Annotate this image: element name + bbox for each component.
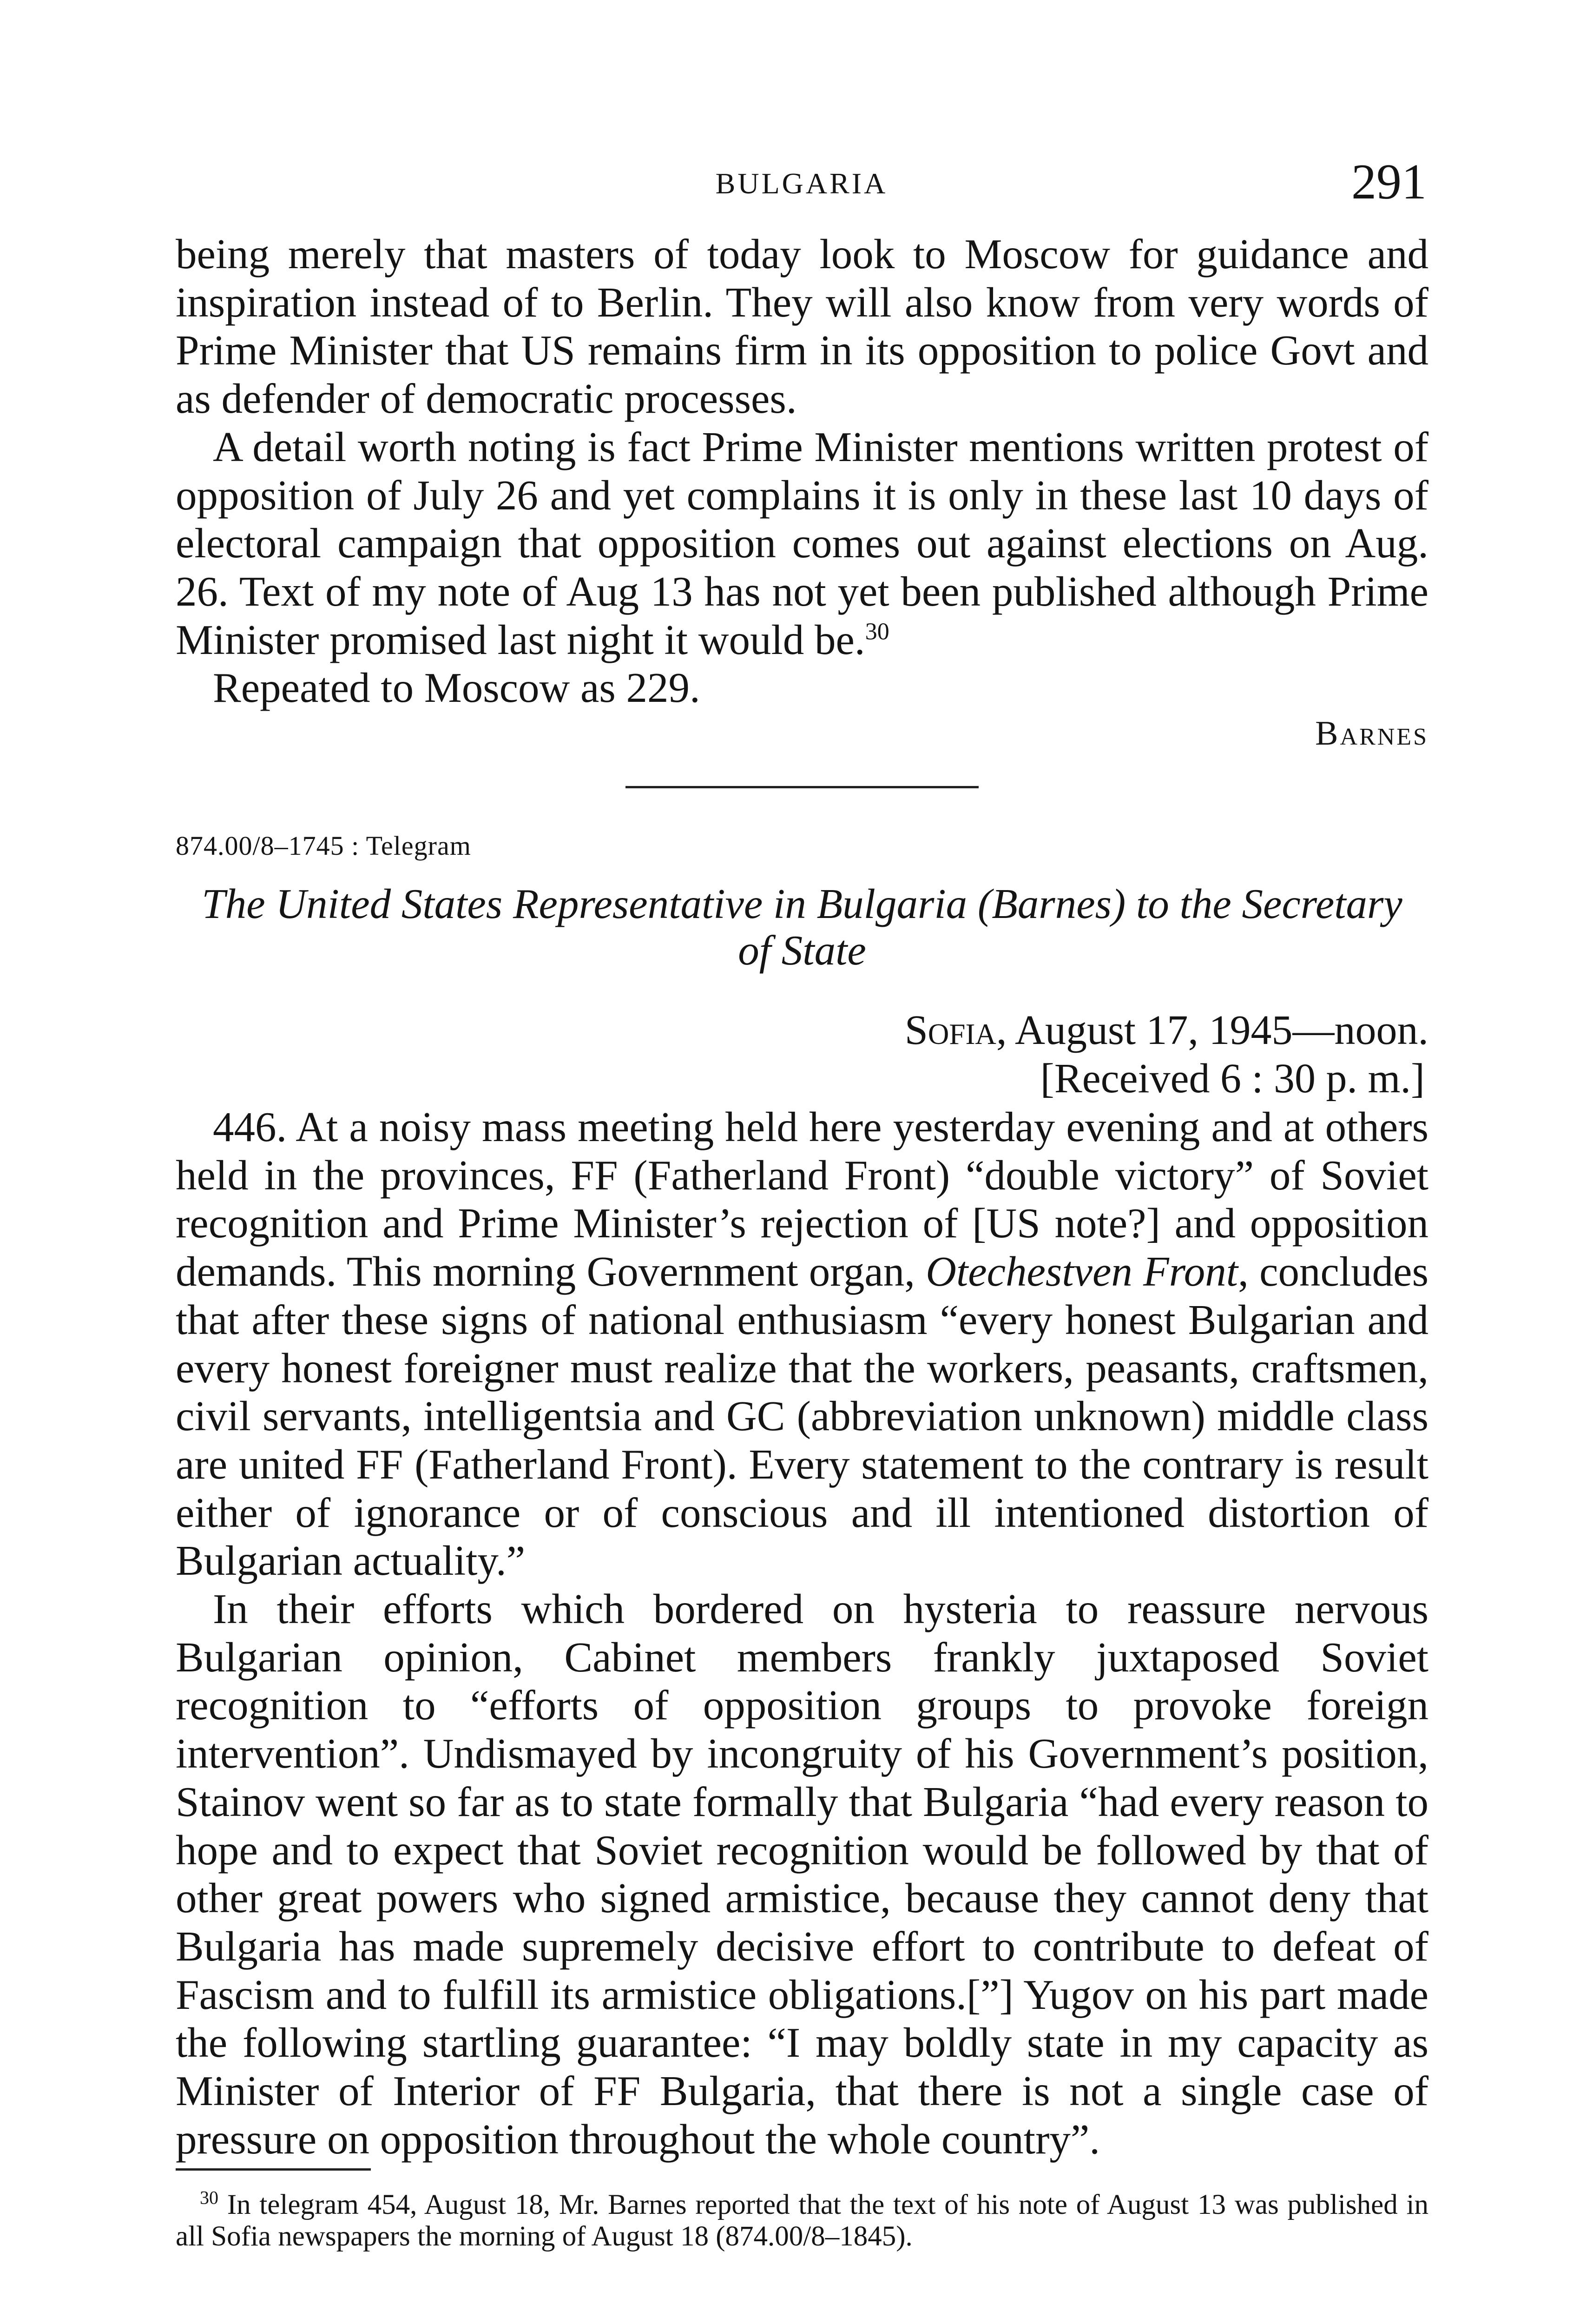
doc-paragraph-2: In their efforts which bordered on hysteria to reassure nervous Bulgarian opinion, Cabinet members frankly juxtaposed Soviet recognition to “efforts of opposition groups to provoke foreign intervention”. Undismayed by incongruity of his Government’s position, Stainov went so far as to state formally that Bulgaria “had every reason to hope and to expect that Soviet recognition would be followed by that of other great powers who signed armistice, because they cannot deny that Bulgaria has made supremely decisive effort to contribute to defeat of Fascism and to fulfill its armistice obligations.[”] Yugov on his part made the following startling guarantee: “I may boldly state in my capacity as Minister of Interior of FF Bulgaria, that there is not a single case of pressure on opposition throughout the whole country”.	[176, 1585, 1428, 2163]
footnote-mark: 30	[200, 2187, 218, 2208]
prev-doc-paragraph-1: being merely that masters of today look to Moscow for guidance and inspiration instead of to Berlin. They will also know from very words of Prime Minister that US remains firm in its opposition to police Govt and as defender of democratic processes.	[176, 231, 1428, 423]
page-header	[177, 153, 1427, 209]
dateline-place: Sofia	[904, 1007, 996, 1054]
dateline-date: , August 17, 1945—noon.	[996, 1007, 1428, 1054]
section-divider	[625, 786, 979, 788]
footnote-reference[interactable]: 30	[865, 618, 889, 645]
received-line: [Received 6 : 30 p. m.]	[1040, 1056, 1425, 1102]
page-number: 291	[1351, 154, 1427, 210]
newspaper-name: Otechestven Front	[926, 1248, 1238, 1295]
dateline	[176, 1006, 1428, 1055]
prev-doc-paragraph-2-text: A detail worth noting is fact Prime Minister mentions written protest of opposition of July 26 and yet complains it is only in these last 10 days of electoral campaign that opposition comes out against elections on Aug. 26. Text of my note of Aug 13 has not yet been published although Prime Minister promised last night it would be.	[176, 423, 1428, 663]
prev-doc-paragraph-3: Repeated to Moscow as 229.	[213, 664, 700, 712]
prev-doc-paragraph-2	[176, 423, 1428, 664]
footnote-text: In telegram 454, August 18, Mr. Barnes reported that the text of his note of August 13 was published in all Sofia newspapers the morning of August 18 (874.00/8–1845).	[176, 2189, 1429, 2252]
document-title: The United States Representative in Bulgaria (Barnes) to the Secretary of State	[202, 880, 1402, 974]
doc-paragraph-1-text-a: 446. At a noisy mass meeting held here yesterday evening and at others held in the provinces, FF (Fatherland Front) “double victory” of Soviet recognition and Prime Minister’s rejection of [US note?] and opposition demands. This morning Government organ,	[176, 1103, 1428, 1295]
doc-paragraph-1	[176, 1103, 1428, 1585]
file-reference: 874.00/8–1745 : Telegram	[176, 831, 471, 861]
signature: Barnes	[1315, 714, 1428, 753]
doc-paragraph-1-text-b: , concludes that after these signs of national enthusiasm “every honest Bulgarian and every honest foreigner must realize that the workers, peasants, craftsmen, civil servants, intelligentsia and GC (abbreviation unknown) middle class are united FF (Fatherland Front). Every statement to the contrary is result either of ignorance or of conscious and ill intentioned distortion of Bulgarian actuality.”	[176, 1248, 1428, 1585]
footnote-divider	[176, 2168, 371, 2171]
footnote	[176, 2189, 1428, 2252]
text-column	[176, 230, 1428, 2252]
running-head: BULGARIA	[715, 167, 888, 200]
